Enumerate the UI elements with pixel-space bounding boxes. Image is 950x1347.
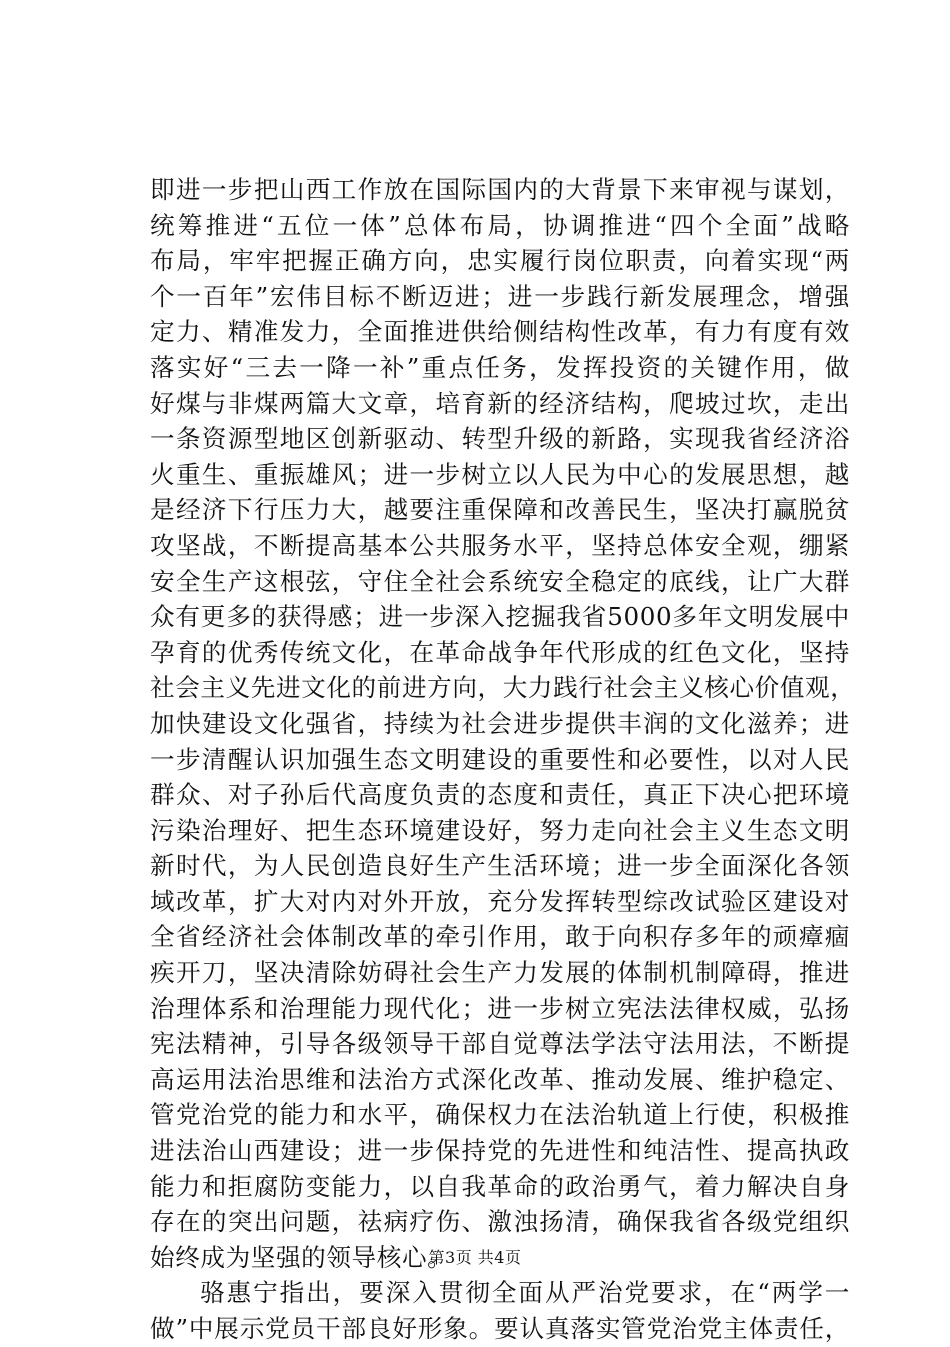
text-line: 进法治山西建设；进一步保持党的先进性和纯洁性、提高执政 [150,1136,850,1166]
text-line: 落实好“三去一降一补”重点任务，发挥投资的关键作用，做 [150,352,850,382]
text-line: 即进一步把山西工作放在国际国内的大背景下来审视与谋划， [150,175,850,204]
text-line: 宪法精神，引导各级领导干部自觉尊法学法守法用法，不断提 [150,1029,850,1059]
text-line: 新时代，为人民创造良好生产生活环境；进一步全面深化各领 [150,851,850,881]
text-line: 一步清醒认识加强生态文明建设的重要性和必要性，以对人民 [150,744,850,774]
text-line: 域改革，扩大对内对外开放，充分发挥转型综改试验区建设对 [150,886,850,916]
page-number-footer: 第3页 共4页 [428,1248,522,1267]
text-line: 火重生、重振雄风；进一步树立以人民为中心的发展思想，越 [150,459,850,489]
text-line: 孕育的优秀传统文化，在革命战争年代形成的红色文化，坚持 [150,637,850,667]
paragraph-1 [150,172,856,1275]
text-line: 存在的突出问题，祛病疗伤、激浊扬清，确保我省各级党组织 [150,1207,850,1237]
text-line: 全省经济社会体制改革的牵引作用，敢于向积存多年的顽瘴痼 [150,922,850,952]
text-line: 一条资源型地区创新驱动、转型升级的新路，实现我省经济浴 [150,424,850,454]
document-body [150,172,856,1347]
text-line: 攻坚战，不断提高基本公共服务水平，坚持总体安全观，绷紧 [150,530,850,560]
text-line: 安全生产这根弦，守住全社会系统安全稳定的底线，让广大群 [150,566,850,596]
text-line: 定力、精准发力，全面推进供给侧结构性改革，有力有度有效 [150,317,850,347]
paragraph-2 [150,1275,850,1346]
text-line: 好煤与非煤两篇大文章，培育新的经济结构，爬坡过坎，走出 [150,388,850,418]
text-line: 众有更多的获得感；进一步深入挖掘我省5000多年文明发展中 [150,602,850,632]
text-line: 治理体系和治理能力现代化；进一步树立宪法法律权威，弘扬 [150,993,850,1023]
text-line: 布局，牢牢把握正确方向，忠实履行岗位职责，向着实现“两 [150,246,850,276]
text-line: 高运用法治思维和法治方式深化改革、推动发展、维护稳定、 [150,1064,850,1094]
text-line: 污染治理好、把生态环境建设好，努力走向社会主义生态文明 [150,815,850,845]
text-line: 做”中展示党员干部良好形象。要认真落实管党治党主体责任， [150,1314,850,1343]
text-line: 个一百年”宏伟目标不断迈进；进一步践行新发展理念，增强 [150,281,850,311]
text-line: 统筹推进“五位一体”总体布局，协调推进“四个全面”战略 [150,210,850,240]
text-line: 群众、对子孙后代高度负责的态度和责任，真正下决心把环境 [150,780,850,810]
text-line: 社会主义先进文化的前进方向，大力践行社会主义核心价值观， [150,673,856,703]
text-line: 骆惠宁指出，要深入贯彻全面从严治党要求，在“两学一 [200,1278,850,1308]
text-line: 能力和拒腐防变能力，以自我革命的政治勇气，着力解决自身 [150,1171,850,1201]
text-line: 是经济下行压力大，越要注重保障和改善民生，坚决打赢脱贫 [150,495,850,525]
text-line: 加快建设文化强省，持续为社会进步提供丰润的文化滋养；进 [150,708,850,738]
text-line: 管党治党的能力和水平，确保权力在法治轨道上行使，积极推 [150,1100,850,1130]
text-line: 疾开刀，坚决清除妨碍社会生产力发展的体制机制障碍，推进 [150,958,850,988]
text-line: 始终成为坚强的领导核心。 [150,1242,453,1272]
